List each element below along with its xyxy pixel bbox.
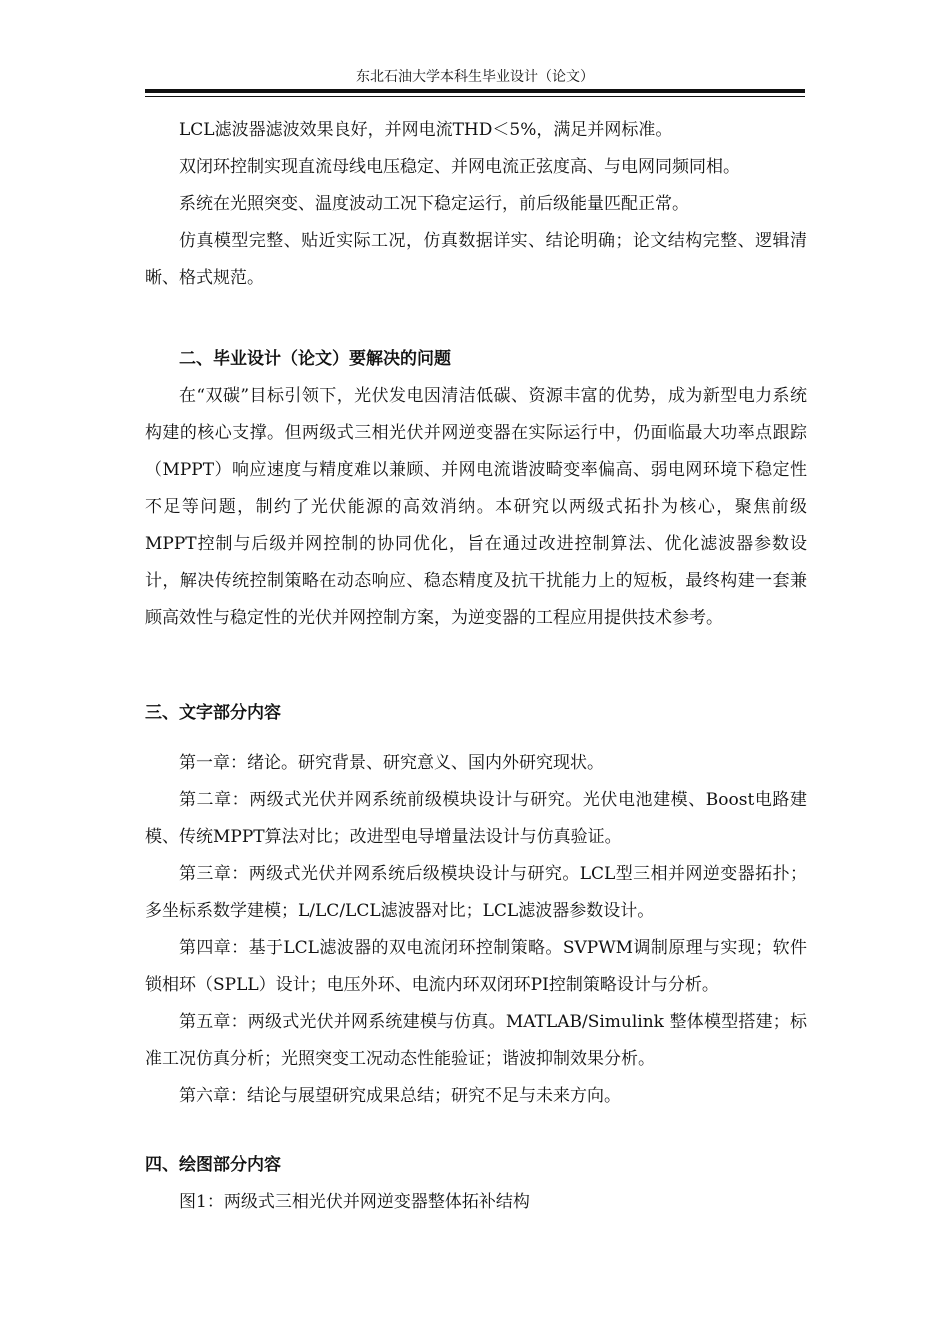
- expected-results-block: [145, 112, 807, 297]
- result-paragraph: 双闭环控制实现直流母线电压稳定、并网电流正弦度高、与电网同频同相。: [179, 157, 740, 177]
- chapter-item: 第三章：两级式光伏并网系统后级模块设计与研究。LCL型三相并网逆变器拓扑；多坐标系数学建模；L/LC/LCL滤波器对比；LCL滤波器参数设计。: [145, 864, 807, 921]
- result-paragraph: 系统在光照突变、温度波动工况下稳定运行，前后级能量匹配正常。: [179, 194, 689, 214]
- problems-section: [145, 341, 807, 637]
- chapter-item: 第四章：基于LCL滤波器的双电流闭环控制策略。SVPWM调制原理与实现；软件锁相环（SPLL）设计；电压外环、电流内环双闭环PI控制策略设计与分析。: [145, 938, 807, 995]
- page-header-title: 东北石油大学本科生毕业设计（论文）: [356, 69, 594, 85]
- chapter-item: 第一章：绪论。研究背景、研究意义、国内外研究现状。: [179, 753, 604, 773]
- section-heading: 三、文字部分内容: [145, 703, 281, 723]
- problems-paragraph: 在“双碳”目标引领下，光伏发电因清洁低碳、资源丰富的优势，成为新型电力系统构建的核心支撑。但两级式三相光伏并网逆变器在实际运行中，仍面临最大功率点跟踪（MPPT）响应速度与精度难以兼顾、并网电流谐波畸变率偏高、弱电网环境下稳定性不足等问题，制约了光伏能源的高效消纳。本研究以两级式拓扑为核心，聚焦前级MPPT控制与后级并网控制的协同优化，旨在通过改进控制算法、优化滤波器参数设计，解决传统控制策略在动态响应、稳态精度及抗干扰能力上的短板，最终构建一套兼顾高效性与稳定性的光伏并网控制方案，为逆变器的工程应用提供技术参考。: [145, 386, 807, 628]
- section-heading: 二、毕业设计（论文）要解决的问题: [179, 349, 451, 369]
- drawing-content-section: [145, 1147, 807, 1221]
- chapter-list: [145, 745, 807, 1115]
- result-paragraph: 仿真模型完整、贴近实际工况，仿真数据详实、结论明确；论文结构完整、逻辑清晰、格式规范。: [145, 231, 807, 288]
- text-content-section: [145, 695, 807, 732]
- chapter-item: 第二章：两级式光伏并网系统前级模块设计与研究。光伏电池建模、Boost电路建模、传统MPPT算法对比；改进型电导增量法设计与仿真验证。: [145, 790, 807, 847]
- chapter-item: 第六章：结论与展望研究成果总结；研究不足与未来方向。: [179, 1086, 621, 1106]
- result-paragraph: LCL滤波器滤波效果良好，并网电流THD＜5%，满足并网标准。: [179, 120, 673, 140]
- header-rule-thick: [145, 89, 805, 93]
- figure-item: 图1：两级式三相光伏并网逆变器整体拓补结构: [179, 1192, 530, 1212]
- chapter-item: 第五章：两级式光伏并网系统建模与仿真。MATLAB/Simulink 整体模型搭建；标准工况仿真分析；光照突变工况动态性能验证；谐波抑制效果分析。: [145, 1012, 807, 1069]
- header-rule-thin: [145, 96, 805, 97]
- section-heading: 四、绘图部分内容: [145, 1155, 281, 1175]
